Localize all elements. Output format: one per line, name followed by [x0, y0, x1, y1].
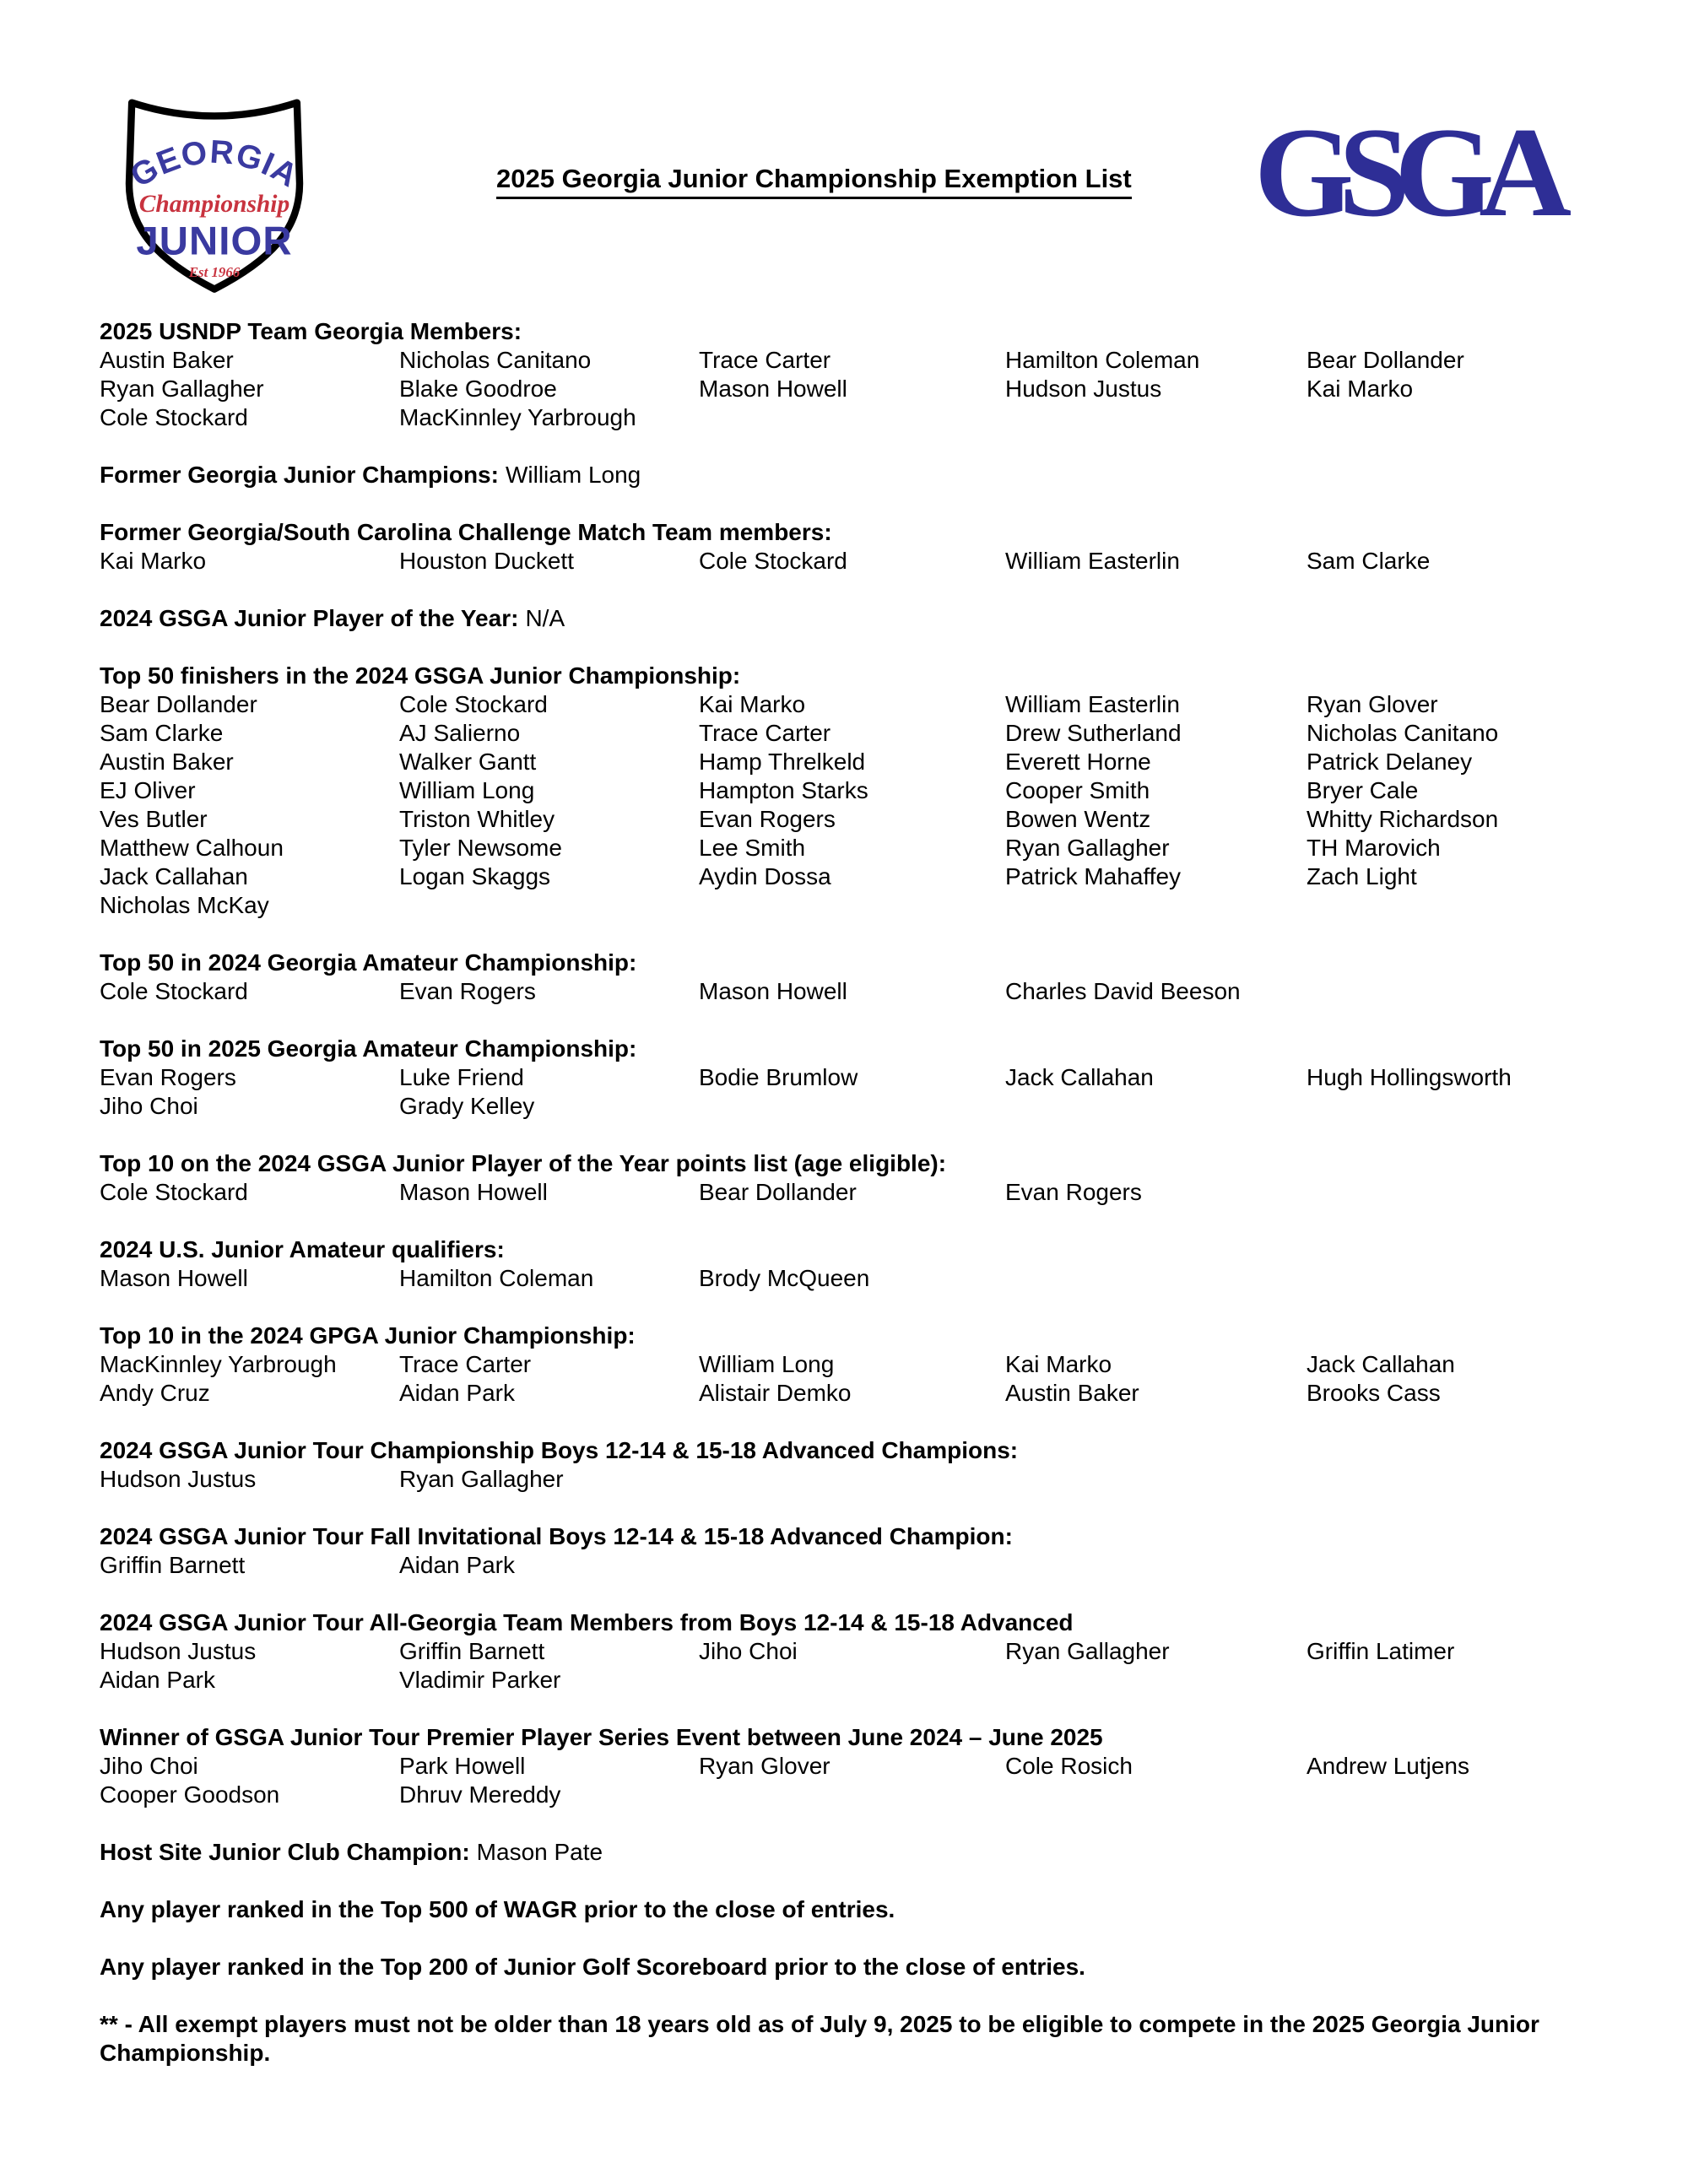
section-heading-line: [100, 2010, 1610, 2068]
player-name: Austin Baker: [100, 749, 234, 775]
player-name: Jiho Choi: [699, 1638, 798, 1664]
player-name: Bodie Brumlow: [699, 1064, 858, 1090]
section-heading: 2024 GSGA Junior Tour Championship Boys 12-14 & 15-18 Advanced Champions:: [100, 1437, 1019, 1463]
player-name: Jack Callahan: [100, 863, 248, 889]
player-name: MacKinnley Yarbrough: [399, 404, 636, 430]
section-heading-line: [100, 1436, 1610, 1465]
player-name: Cole Stockard: [100, 404, 248, 430]
section-heading: Top 50 in 2024 Georgia Amateur Championship:: [100, 949, 637, 976]
player-name: Jack Callahan: [1307, 1351, 1455, 1377]
section-names: [100, 1178, 1610, 1207]
gsga-logo: GSGA: [1254, 101, 1556, 243]
section-names: [100, 1637, 1610, 1695]
section-names: [100, 1752, 1610, 1809]
section-heading-line: [100, 662, 1610, 690]
player-name: Cooper Smith: [1005, 777, 1150, 803]
player-name: William Long: [399, 777, 535, 803]
section: [100, 662, 1610, 920]
player-name: Bear Dollander: [100, 691, 257, 717]
player-name: William Long: [699, 1351, 835, 1377]
player-name: Trace Carter: [399, 1351, 532, 1377]
player-name: Ryan Glover: [1307, 691, 1438, 717]
section-names: [100, 977, 1610, 1006]
section-heading-line: [100, 949, 1610, 977]
section-heading: Former Georgia Junior Champions:: [100, 462, 499, 488]
section: [100, 949, 1610, 1006]
player-name: Hudson Justus: [100, 1638, 257, 1664]
section-heading-line: [100, 1149, 1610, 1178]
section-heading-line: [100, 1035, 1610, 1063]
section: [100, 1322, 1610, 1408]
player-name: Aidan Park: [399, 1380, 515, 1406]
section: [100, 1953, 1610, 1981]
section-heading-line: [100, 1235, 1610, 1264]
shield-championship-text: Championship: [138, 191, 290, 219]
section-names: [100, 547, 1610, 576]
document-body: [100, 317, 1610, 2068]
player-name: Ryan Gallagher: [1005, 1638, 1170, 1664]
section-inline-value: N/A: [525, 605, 565, 631]
section: [100, 1723, 1610, 1809]
player-name: William Easterlin: [1005, 548, 1180, 574]
section-inline-value: Mason Pate: [476, 1839, 603, 1865]
section-names: [100, 1264, 1610, 1293]
player-name: Brooks Cass: [1307, 1380, 1441, 1406]
player-name: Everett Horne: [1005, 749, 1151, 775]
section: [100, 518, 1610, 576]
player-name: Aidan Park: [100, 1667, 215, 1693]
section-heading-line: [100, 604, 1610, 633]
player-name: Jack Callahan: [1005, 1064, 1154, 1090]
player-name: Trace Carter: [699, 347, 831, 373]
player-name: Hamilton Coleman: [1005, 347, 1200, 373]
player-name: Cole Rosich: [1005, 1753, 1133, 1779]
section: [100, 1608, 1610, 1695]
player-name: Andrew Lutjens: [1307, 1753, 1470, 1779]
section-heading-line: [100, 1608, 1610, 1637]
player-name: TH Marovich: [1307, 835, 1441, 861]
section-heading-line: [100, 317, 1610, 346]
player-name: Mason Howell: [699, 376, 847, 402]
player-name: Lee Smith: [699, 835, 806, 861]
player-name: Hampton Starks: [699, 777, 868, 803]
player-name: Griffin Latimer: [1307, 1638, 1455, 1664]
section-heading: 2024 GSGA Junior Player of the Year:: [100, 605, 519, 631]
player-name: Cole Stockard: [100, 978, 248, 1004]
player-name: Zach Light: [1307, 863, 1417, 889]
player-name: Park Howell: [399, 1753, 526, 1779]
player-name: Nicholas McKay: [100, 892, 269, 918]
section-names: [100, 1551, 1610, 1580]
player-name: Sam Clarke: [100, 720, 224, 746]
player-name: Charles David Beeson: [1005, 978, 1241, 1004]
player-name: Evan Rogers: [100, 1064, 236, 1090]
player-name: Jiho Choi: [100, 1093, 198, 1119]
player-name: Evan Rogers: [399, 978, 536, 1004]
player-name: Trace Carter: [699, 720, 831, 746]
section-names: [100, 1465, 1610, 1494]
player-name: Hamilton Coleman: [399, 1265, 594, 1291]
player-name: Patrick Delaney: [1307, 749, 1473, 775]
section: [100, 317, 1610, 432]
player-name: Mason Howell: [100, 1265, 248, 1291]
section-heading: Any player ranked in the Top 200 of Junior Golf Scoreboard prior to the close of entries.: [100, 1954, 1085, 1980]
player-name: Kai Marko: [699, 691, 806, 717]
section-heading: 2024 GSGA Junior Tour All-Georgia Team Members from Boys 12-14 & 15-18 Advanced: [100, 1609, 1074, 1635]
section: [100, 604, 1610, 633]
player-name: Andy Cruz: [100, 1380, 210, 1406]
player-name: Nicholas Canitano: [1307, 720, 1499, 746]
section-names: [100, 690, 1610, 920]
player-name: Houston Duckett: [399, 548, 574, 574]
player-name: Mason Howell: [699, 978, 847, 1004]
section-heading: 2024 U.S. Junior Amateur qualifiers:: [100, 1236, 505, 1262]
player-name: Nicholas Canitano: [399, 347, 592, 373]
player-name: Ryan Gallagher: [1005, 835, 1170, 861]
section-heading: Top 50 in 2025 Georgia Amateur Championship:: [100, 1035, 637, 1062]
section-heading-line: [100, 461, 1610, 489]
player-name: EJ Oliver: [100, 777, 196, 803]
section: [100, 1522, 1610, 1580]
player-name: Blake Goodroe: [399, 376, 557, 402]
shield-georgia-text: GEORGIA: [124, 133, 305, 195]
section-heading-line: [100, 1723, 1610, 1752]
player-name: Ryan Glover: [699, 1753, 830, 1779]
player-name: Evan Rogers: [699, 806, 836, 832]
player-name: Kai Marko: [1307, 376, 1414, 402]
section-heading: Top 10 in the 2024 GPGA Junior Championship:: [100, 1322, 636, 1349]
player-name: Cole Stockard: [399, 691, 548, 717]
player-name: Dhruv Mereddy: [399, 1781, 561, 1808]
player-name: Bear Dollander: [1307, 347, 1464, 373]
section: [100, 1838, 1610, 1867]
section-heading: Top 50 finishers in the 2024 GSGA Junior Championship:: [100, 662, 741, 689]
section-heading-line: [100, 1322, 1610, 1350]
player-name: Aydin Dossa: [699, 863, 831, 889]
player-name: William Easterlin: [1005, 691, 1180, 717]
player-name: Cooper Goodson: [100, 1781, 280, 1808]
player-name: Ves Butler: [100, 806, 208, 832]
section-heading-line: [100, 1953, 1610, 1981]
player-name: Hugh Hollingsworth: [1307, 1064, 1512, 1090]
section-heading-line: [100, 1838, 1610, 1867]
player-name: AJ Salierno: [399, 720, 521, 746]
player-name: Patrick Mahaffey: [1005, 863, 1182, 889]
section-names: [100, 1063, 1610, 1121]
player-name: Brody McQueen: [699, 1265, 870, 1291]
section-names: [100, 1350, 1610, 1408]
player-name: Hudson Justus: [100, 1466, 257, 1492]
player-name: Logan Skaggs: [399, 863, 551, 889]
player-name: Aidan Park: [399, 1552, 515, 1578]
section-heading: 2024 GSGA Junior Tour Fall Invitational Boys 12-14 & 15-18 Advanced Champion:: [100, 1523, 1013, 1549]
player-name: Bowen Wentz: [1005, 806, 1151, 832]
section: [100, 1035, 1610, 1121]
section: [100, 2010, 1610, 2068]
player-name: Tyler Newsome: [399, 835, 562, 861]
section: [100, 1149, 1610, 1207]
player-name: Walker Gantt: [399, 749, 537, 775]
player-name: Griffin Barnett: [100, 1552, 246, 1578]
section: [100, 1235, 1610, 1293]
section-heading-line: [100, 518, 1610, 547]
section-heading-line: [100, 1895, 1610, 1924]
player-name: Matthew Calhoun: [100, 835, 284, 861]
player-name: MacKinnley Yarbrough: [100, 1351, 337, 1377]
section-heading: Host Site Junior Club Champion:: [100, 1839, 470, 1865]
section: [100, 1895, 1610, 1924]
section-heading: Winner of GSGA Junior Tour Premier Player Series Event between June 2024 – June 2025: [100, 1724, 1103, 1750]
player-name: Austin Baker: [100, 347, 234, 373]
section-heading: Any player ranked in the Top 500 of WAGR prior to the close of entries.: [100, 1896, 895, 1922]
player-name: Jiho Choi: [100, 1753, 198, 1779]
section: [100, 461, 1610, 489]
section-heading: ** - All exempt players must not be older than 18 years old as of July 9, 2025 to be eligible to compete in the 2025 Georgia Junior Championship.: [100, 2011, 1539, 2066]
player-name: Alistair Demko: [699, 1380, 852, 1406]
player-name: Austin Baker: [1005, 1380, 1139, 1406]
player-name: Vladimir Parker: [399, 1667, 561, 1693]
player-name: Kai Marko: [100, 548, 207, 574]
player-name: Kai Marko: [1005, 1351, 1112, 1377]
player-name: Mason Howell: [399, 1179, 548, 1205]
shield-est-text: Est 1966: [188, 263, 241, 280]
section-inline-value: William Long: [505, 462, 641, 488]
player-name: Grady Kelley: [399, 1093, 535, 1119]
player-name: Luke Friend: [399, 1064, 524, 1090]
player-name: Hudson Justus: [1005, 376, 1162, 402]
player-name: Hamp Threlkeld: [699, 749, 866, 775]
player-name: Whitty Richardson: [1307, 806, 1499, 832]
player-name: Cole Stockard: [100, 1179, 248, 1205]
georgia-junior-shield-logo: [123, 91, 306, 295]
section-heading-line: [100, 1522, 1610, 1551]
section-heading: 2025 USNDP Team Georgia Members:: [100, 318, 522, 344]
section: [100, 1436, 1610, 1494]
page-title: 2025 Georgia Junior Championship Exemption List: [496, 164, 1132, 199]
player-name: Ryan Gallagher: [399, 1466, 564, 1492]
section-names: [100, 346, 1610, 432]
shield-junior-text: JUNIOR: [136, 219, 293, 264]
player-name: Evan Rogers: [1005, 1179, 1142, 1205]
section-heading: Former Georgia/South Carolina Challenge Match Team members:: [100, 519, 832, 545]
player-name: Ryan Gallagher: [100, 376, 264, 402]
section-heading: Top 10 on the 2024 GSGA Junior Player of the Year points list (age eligible):: [100, 1150, 947, 1176]
player-name: Triston Whitley: [399, 806, 555, 832]
player-name: Griffin Barnett: [399, 1638, 545, 1664]
player-name: Cole Stockard: [699, 548, 847, 574]
player-name: Drew Sutherland: [1005, 720, 1182, 746]
player-name: Bear Dollander: [699, 1179, 857, 1205]
player-name: Bryer Cale: [1307, 777, 1419, 803]
player-name: Sam Clarke: [1307, 548, 1431, 574]
